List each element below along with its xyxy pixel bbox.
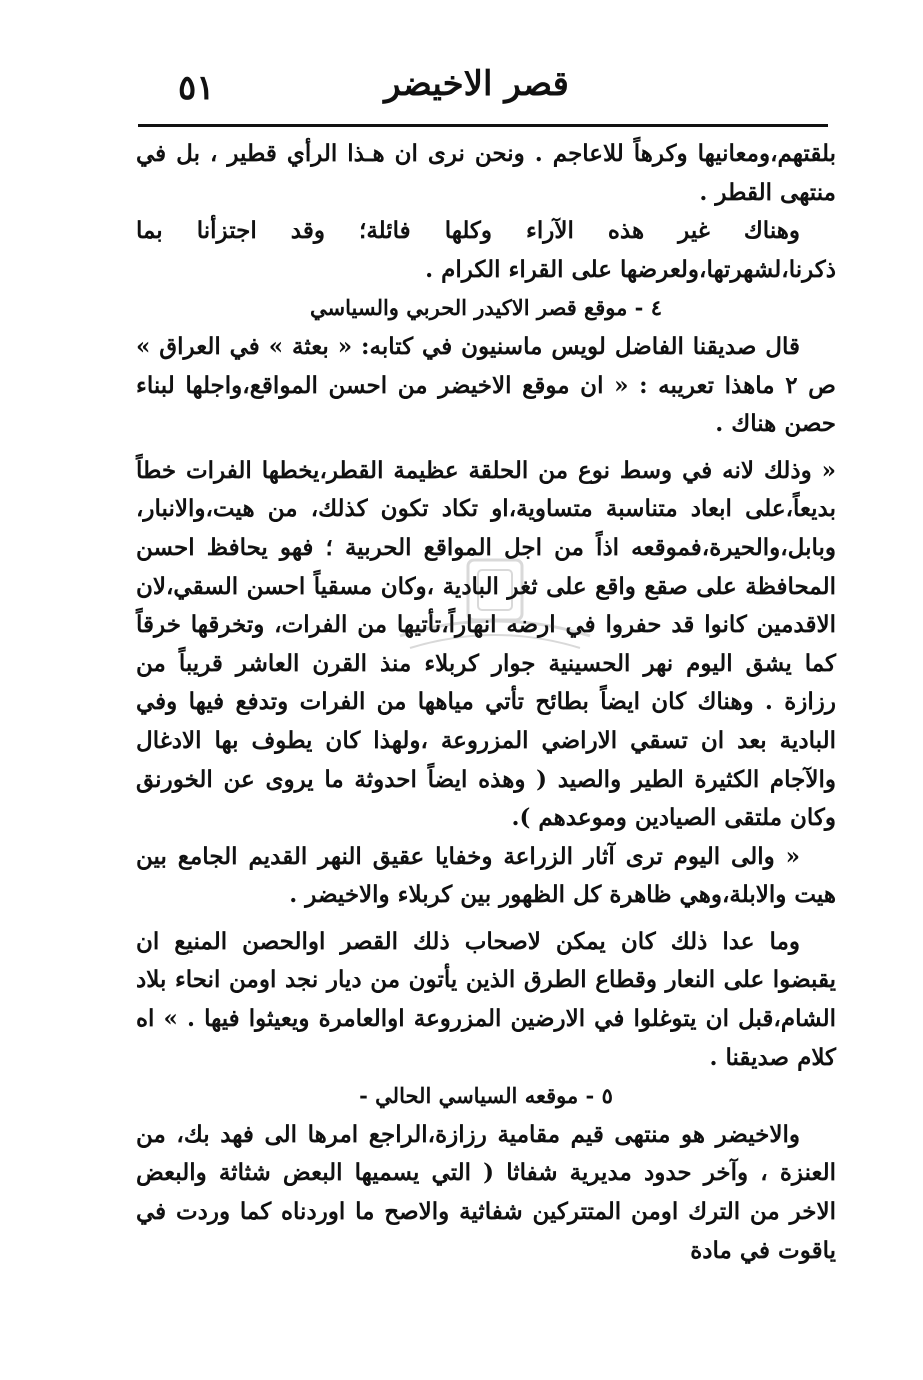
library-seal-watermark — [390, 556, 600, 656]
paragraph: قال صديقنا الفاضل لويس ماسنيون في كتابه: « بعثة » في العراق » ص ٢ ماهذا تعريبه : « ان موقع الاخيضر من احسن المواقع،واجلها لبناء حصن هناك . — [136, 332, 836, 438]
running-header — [130, 50, 823, 120]
paragraph: « وذلك لانه في وسط نوع من الحلقة عظيمة القطر،يخطها الفرات خطاً بديعاً،على ابعاد متناسبة متساوية،او تكاد تكون كذلك، من هيت،والانبار، وبابل،والحيرة،فموقعه اذاً من اجل المواقع الحربية ؛ فهو يحافظ احسن المحافظة على صقع واقع على ثغر البادية ،وكان مسقياً احسن السقي،لان الاقدمين كانوا قد حفروا في ارضه انهاراً،تأتيها من الفرات، وتخرقها خرقاً كما يشق اليوم نهر الحسينية جوار كربلاء منذ القرن العاشر قريباً من رزازة . وهناك كان ايضاً بطائح تأتي مياهها من الفرات وتدفع فيها وفي البادية بعد ان تسقي الاراضي المزروعة ،ولهذا كان يطوف بها الادغال والآجام الكثيرة الطير والصيد ( وهذه ايضاً احدوثة ما يروى عن الخورنق وكان ملتقى الصيادين وموعدهم ). — [136, 456, 836, 832]
body-text — [136, 135, 836, 1270]
paragraph-gap — [136, 444, 836, 452]
section-heading: ٤ - موقع قصر الاكيدر الحربي والسياسي — [310, 295, 662, 321]
paragraph: وما عدا ذلك كان يمكن لاصحاب ذلك القصر اوالحصن المنيع ان يقبضوا على النعار وقطاع الطرق الذين يأتون من ديار نجد اومن انحاء بلاد الشام،قبل ان يتوغلوا في الارضين المزروعة اوالعامرة ويعيثوا فيها . » اه كلام صديقنا . — [136, 927, 836, 1071]
running-title: قصر الاخيضر — [384, 64, 569, 104]
page-number: ٥١ — [178, 68, 215, 108]
paragraph: « والى اليوم ترى آثار الزراعة وخفايا عقيق النهر القديم الجامع بين هيت والابلة،وهي ظاهرة كل الظهور بين كربلاء والاخيضر . — [136, 842, 836, 909]
paragraph: بلقتهم،ومعانيها وكرهاً للاعاجم . ونحن نرى ان هـذا الرأي قطير ، بل في منتهى القطر . — [136, 140, 836, 206]
paragraph: والاخيضر هو منتهى قيم مقامية رزازة،الراجع امرها الى فهد بك، من العنزة ، وآخر حدود مديرية شفاثا ( التي يسميها البعض شثاثة والبعض الاخر من الترك اومن المتتركين شفاثية والاصح ما اوردناه كما وردت في ياقوت في مادة — [136, 1120, 836, 1264]
section-heading: ٥ - موقعه السياسي الحالي - — [359, 1083, 613, 1109]
paragraph-gap — [136, 915, 836, 923]
paragraph: وهناك غير هذه الآراء وكلها فائلة؛ وقد اجتزأنا بما ذكرنا،لشهرتها،ولعرضها على القراء الكرام . — [136, 217, 836, 283]
header-rule — [138, 124, 828, 127]
